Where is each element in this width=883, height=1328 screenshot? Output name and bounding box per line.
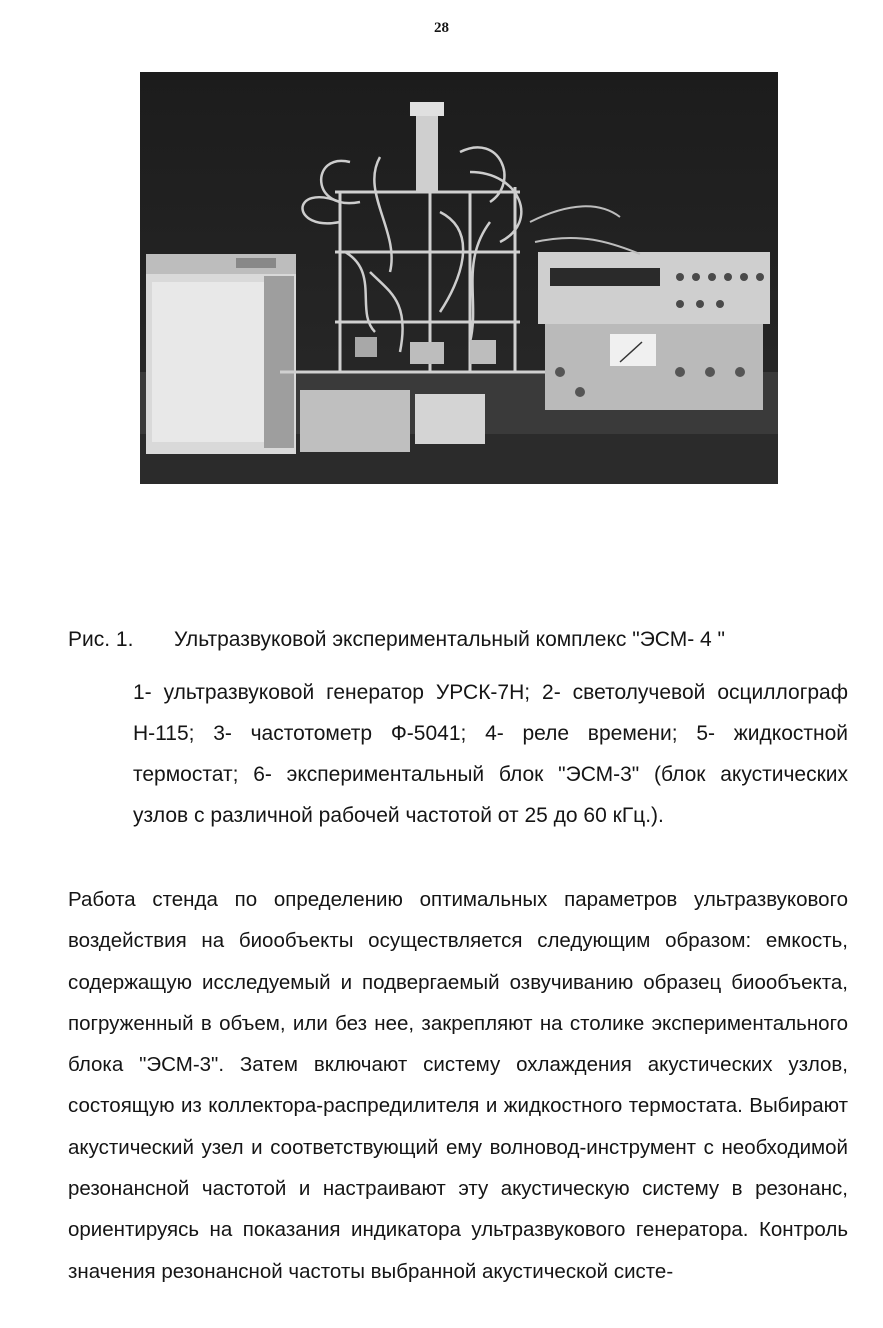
frequency-meter: [538, 252, 770, 324]
page-number: 28: [434, 20, 449, 36]
ultrasonic-generator: [545, 324, 763, 410]
body-paragraph: [68, 879, 848, 1292]
equipment-photo: [140, 72, 778, 484]
figure-label: Рис. 1.: [68, 628, 134, 651]
body-paragraph-text: Работа стенда по определению оптимальных параметров ультразвукового воздействия на биообъекты осуществляется следующим образом: емкость, содержащую исследуемый и подвергаемый озвучиванию образец биообъекта, погруженный в объем, или без нее, закрепляют на столике экспериментального блока "ЭСМ-3". Затем включают систему охлаждения акустических узлов, состоящую из коллектора-распредилителя и жидкостного термостата. Выбирают акустический узел и соответствующий ему волновод-инструмент с необходимой резонансной частотой и настраивают эту акустическую систему в резонанс, ориентируясь на показания индикатора ультразвукового генератора. Контроль значения резонансной частоты выбранной акустической систе-: [68, 888, 848, 1283]
figure-caption: [68, 628, 725, 652]
oscillograph-unit: [146, 254, 296, 454]
figure-title: Ультразвуковой экспериментальный комплекс "ЭСМ- 4 ": [174, 628, 726, 651]
figure-legend: 1- ультразвуковой генератор УРСК-7Н; 2- светолучевой осциллограф Н-115; 3- частотометр Ф-5041; 4- реле времени; 5- жидкостной термостат; 6- экспериментальный блок "ЭСМ-3" (блок акустических узлов с различной рабочей частотой от 25 до 60 кГц.).: [133, 681, 848, 827]
